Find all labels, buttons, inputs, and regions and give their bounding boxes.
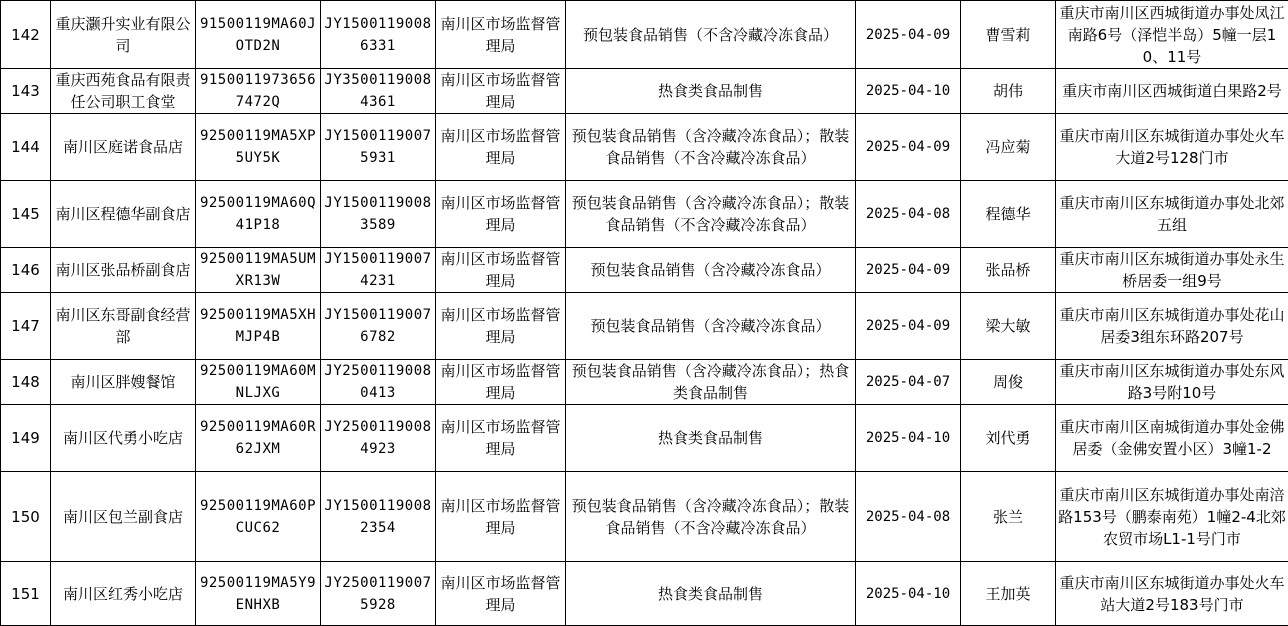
business-scope: 预包装食品销售（不含冷藏冷冻食品）	[566, 1, 856, 69]
business-name: 重庆灏升实业有限公司	[51, 1, 196, 69]
legal-person: 曹雪莉	[961, 1, 1056, 69]
credit-code: 92500119MA60PCUC62	[196, 472, 321, 562]
table-row	[1, 69, 1288, 114]
business-name: 南川区胖嫂餐馆	[51, 360, 196, 405]
row-number: 143	[1, 69, 51, 114]
credit-code: 92500119MA60Q41P18	[196, 181, 321, 248]
issuing-authority: 南川区市场监督管理局	[436, 562, 566, 626]
issuing-authority: 南川区市场监督管理局	[436, 360, 566, 405]
business-scope: 预包装食品销售（含冷藏冷冻食品）	[566, 293, 856, 360]
legal-person: 刘代勇	[961, 405, 1056, 472]
row-number: 151	[1, 562, 51, 626]
business-scope: 预包装食品销售（含冷藏冷冻食品）；散装食品销售（不含冷藏冷冻食品）	[566, 472, 856, 562]
row-number: 142	[1, 1, 51, 69]
row-number: 147	[1, 293, 51, 360]
license-number: JY15001190074231	[321, 248, 436, 293]
issue-date: 2025-04-09	[856, 293, 961, 360]
legal-person: 张品桥	[961, 248, 1056, 293]
issue-date: 2025-04-10	[856, 69, 961, 114]
license-number: JY25001190084923	[321, 405, 436, 472]
address: 重庆市南川区东城街道办事处永生桥居委一组9号	[1056, 248, 1288, 293]
issuing-authority: 南川区市场监督管理局	[436, 405, 566, 472]
business-scope: 热食类食品制售	[566, 562, 856, 626]
business-name: 南川区张品桥副食店	[51, 248, 196, 293]
table-row	[1, 562, 1288, 626]
issuing-authority: 南川区市场监督管理局	[436, 248, 566, 293]
business-name: 南川区红秀小吃店	[51, 562, 196, 626]
issue-date: 2025-04-09	[856, 114, 961, 181]
license-number: JY15001190076782	[321, 293, 436, 360]
license-number: JY25001190080413	[321, 360, 436, 405]
credit-code: 91500119736567472Q	[196, 69, 321, 114]
issue-date: 2025-04-07	[856, 360, 961, 405]
row-number: 150	[1, 472, 51, 562]
license-number: JY15001190086331	[321, 1, 436, 69]
credit-code: 92500119MA5XP5UY5K	[196, 114, 321, 181]
license-number: JY15001190082354	[321, 472, 436, 562]
issuing-authority: 南川区市场监督管理局	[436, 114, 566, 181]
legal-person: 梁大敏	[961, 293, 1056, 360]
legal-person: 程德华	[961, 181, 1056, 248]
license-number: JY15001190075931	[321, 114, 436, 181]
address: 重庆市南川区东城街道办事处火车站大道2号183号门市	[1056, 562, 1288, 626]
license-number: JY15001190083589	[321, 181, 436, 248]
issuing-authority: 南川区市场监督管理局	[436, 472, 566, 562]
address: 重庆市南川区西城街道白果路2号	[1056, 69, 1288, 114]
row-number: 148	[1, 360, 51, 405]
address: 重庆市南川区东城街道办事处东风路3号附10号	[1056, 360, 1288, 405]
legal-person: 胡伟	[961, 69, 1056, 114]
business-name: 南川区包兰副食店	[51, 472, 196, 562]
credit-code: 92500119MA60R62JXM	[196, 405, 321, 472]
address: 重庆市南川区南城街道办事处金佛居委（金佛安置小区）3幢1-2	[1056, 405, 1288, 472]
business-scope: 预包装食品销售（含冷藏冷冻食品）；热食类食品制售	[566, 360, 856, 405]
row-number: 144	[1, 114, 51, 181]
table-row	[1, 405, 1288, 472]
business-name: 南川区东哥副食经营部	[51, 293, 196, 360]
row-number: 145	[1, 181, 51, 248]
table-row	[1, 248, 1288, 293]
issue-date: 2025-04-10	[856, 562, 961, 626]
legal-person: 周俊	[961, 360, 1056, 405]
address: 重庆市南川区西城街道办事处凤江南路6号（泽恺半岛）5幢一层10、11号	[1056, 1, 1288, 69]
table-row	[1, 293, 1288, 360]
table-row	[1, 181, 1288, 248]
issue-date: 2025-04-09	[856, 248, 961, 293]
business-scope: 预包装食品销售（含冷藏冷冻食品）	[566, 248, 856, 293]
table-row	[1, 1, 1288, 69]
business-scope: 热食类食品制售	[566, 405, 856, 472]
address: 重庆市南川区东城街道办事处花山居委3组东环路207号	[1056, 293, 1288, 360]
table-row	[1, 360, 1288, 405]
address: 重庆市南川区东城街道办事处火车大道2号128门市	[1056, 114, 1288, 181]
table-row	[1, 114, 1288, 181]
issue-date: 2025-04-08	[856, 181, 961, 248]
row-number: 146	[1, 248, 51, 293]
issue-date: 2025-04-10	[856, 405, 961, 472]
license-number: JY35001190084361	[321, 69, 436, 114]
business-scope: 预包装食品销售（含冷藏冷冻食品）；散装食品销售（不含冷藏冷冻食品）	[566, 114, 856, 181]
business-scope: 预包装食品销售（含冷藏冷冻食品）；散装食品销售（不含冷藏冷冻食品）	[566, 181, 856, 248]
row-number: 149	[1, 405, 51, 472]
business-name: 南川区代勇小吃店	[51, 405, 196, 472]
license-number: JY25001190075928	[321, 562, 436, 626]
legal-person: 冯应菊	[961, 114, 1056, 181]
issuing-authority: 南川区市场监督管理局	[436, 293, 566, 360]
table-row	[1, 472, 1288, 562]
credit-code: 92500119MA5UMXR13W	[196, 248, 321, 293]
issuing-authority: 南川区市场监督管理局	[436, 181, 566, 248]
issuing-authority: 南川区市场监督管理局	[436, 1, 566, 69]
legal-person: 王加英	[961, 562, 1056, 626]
legal-person: 张兰	[961, 472, 1056, 562]
issuing-authority: 南川区市场监督管理局	[436, 69, 566, 114]
address: 重庆市南川区东城街道办事处南涪路153号（鹏泰南苑）1幢2-4北郊农贸市场L1-1号门市	[1056, 472, 1288, 562]
business-scope: 热食类食品制售	[566, 69, 856, 114]
issue-date: 2025-04-08	[856, 472, 961, 562]
credit-code: 91500119MA60JOTD2N	[196, 1, 321, 69]
issue-date: 2025-04-09	[856, 1, 961, 69]
credit-code: 92500119MA5XHMJP4B	[196, 293, 321, 360]
credit-code: 92500119MA60MNLJXG	[196, 360, 321, 405]
business-name: 重庆西苑食品有限责任公司职工食堂	[51, 69, 196, 114]
business-name: 南川区庭诺食品店	[51, 114, 196, 181]
business-name: 南川区程德华副食店	[51, 181, 196, 248]
credit-code: 92500119MA5Y9ENHXB	[196, 562, 321, 626]
address: 重庆市南川区东城街道办事处北郊五组	[1056, 181, 1288, 248]
